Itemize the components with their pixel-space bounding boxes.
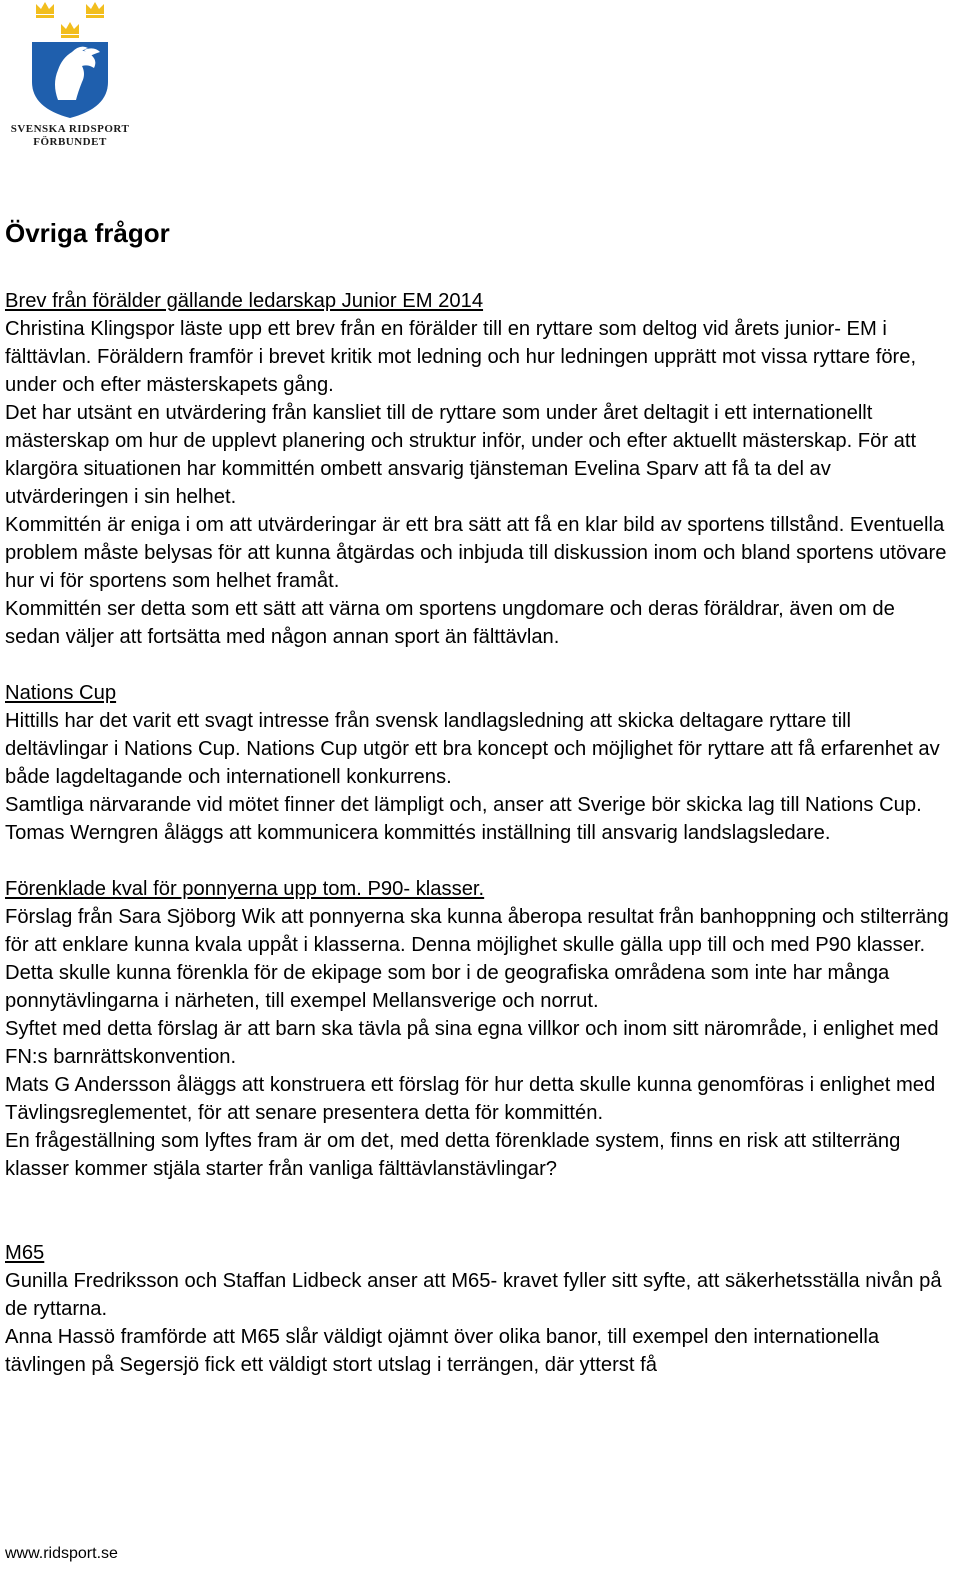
document-body [5,213,950,1407]
paragraph: Det har utsänt en utvärdering från kansliet till de ryttare som under året deltagit i ett internationellt mästerskap om hur de upplevt planering och struktur inför, under och efter aktuellt mästerskap. För att klargöra situationen har kommittén ombett ansvarig tjänsteman Evelina Sparv att få ta del av utvärderingen i sin helhet. [5,402,917,508]
paragraph: Kommittén är eniga i om att utvärderingar är ett bra sätt att få en klar bild av sportens tillstånd. Eventuella problem måste belysas för att kunna åtgärdas och inbjuda till diskussion inom och bland sportens utövare hur vi för sportens som helhet framåt. [5,514,947,592]
logo-name-line2: FÖRBUNDET [33,136,107,148]
section-heading: Nations Cup [5,682,117,704]
paragraph: Anna Hassö framförde att M65 slår väldigt ojämnt över olika banor, till exempel den internationella tävlingen på Segersjö fick ett väldigt stort utslag i terrängen, där ytterst få [5,1326,880,1376]
paragraph: Syftet med detta förslag är att barn ska tävla på sina egna villkor och inom sitt närområde, i enlighet med FN:s barnrättskonvention. [5,1018,939,1068]
crowns-icon [36,2,104,38]
logo-name-line1: SVENSKA RIDSPORT [10,123,130,135]
paragraph: Christina Klingspor läste upp ett brev från en förälder till en ryttare som deltog vid årets junior- EM i fälttävlan. Föräldern framför i brevet kritik mot ledning och hur ledningen upprätt mot vissa ryttare före, under och efter mästerskapets gång. [5,318,917,396]
section-pony-qualification [5,875,950,1183]
footer-url: www.ridsport.se [5,1545,118,1562]
logo-emblem-icon [28,0,112,120]
section-m65 [5,1239,950,1379]
paragraph: Hittills har det varit ett svagt intresse från svensk landlagsledning att skicka deltagare ryttare till deltävlingar i Nations Cup. Nations Cup utgör ett bra koncept och möjlighet för ryttare att få erfarenhet av både lagdeltagande och internationell konkurrens. [5,710,940,788]
section-nations-cup [5,679,950,847]
section-heading: Brev från förälder gällande ledarskap Junior EM 2014 [5,290,484,312]
page-title: Övriga frågor [5,218,170,248]
section-heading: M65 [5,1242,45,1264]
paragraph: Samtliga närvarande vid mötet finner det lämpligt och, anser att Sverige bör skicka lag till Nations Cup. Tomas Werngren åläggs att kommunicera kommittés inställning till ansvarig landslagsledare. [5,794,922,844]
paragraph: Mats G Andersson åläggs att konstruera ett förslag för hur detta skulle kunna genomföras i enlighet med Tävlingsreglementet, för att senare presentera detta för kommittén. [5,1074,936,1124]
section-heading: Förenklade kval för ponnyerna upp tom. P90- klasser. [5,878,485,900]
paragraph: En frågeställning som lyftes fram är om det, med detta förenklade system, finns en risk att stilterräng klasser kommer stjäla starter från vanliga fälttävlanstävlingar? [5,1130,901,1180]
paragraph: Förslag från Sara Sjöborg Wik att ponnyerna ska kunna åberopa resultat från banhoppning och stilterräng för att enklare kunna kvala uppåt i klasserna. Denna möjlighet skulle gälla upp till och med P90 klasser. Detta skulle kunna förenkla för de ekipage som bor i de geografiska områdena som inte har många ponnytävlingarna i närheten, till exempel Mellansverige och norrut. [5,906,949,1012]
paragraph: Gunilla Fredriksson och Staffan Lidbeck anser att M65- kravet fyller sitt syfte, att säkerhetsställa nivån på de ryttarna. [5,1270,942,1320]
paragraph: Kommittén ser detta som ett sätt att värna om sportens ungdomare och deras föräldrar, även om de sedan väljer att fortsätta med någon annan sport än fälttävlan. [5,598,895,648]
federation-logo [0,0,140,150]
section-letter-from-parent [5,287,950,651]
